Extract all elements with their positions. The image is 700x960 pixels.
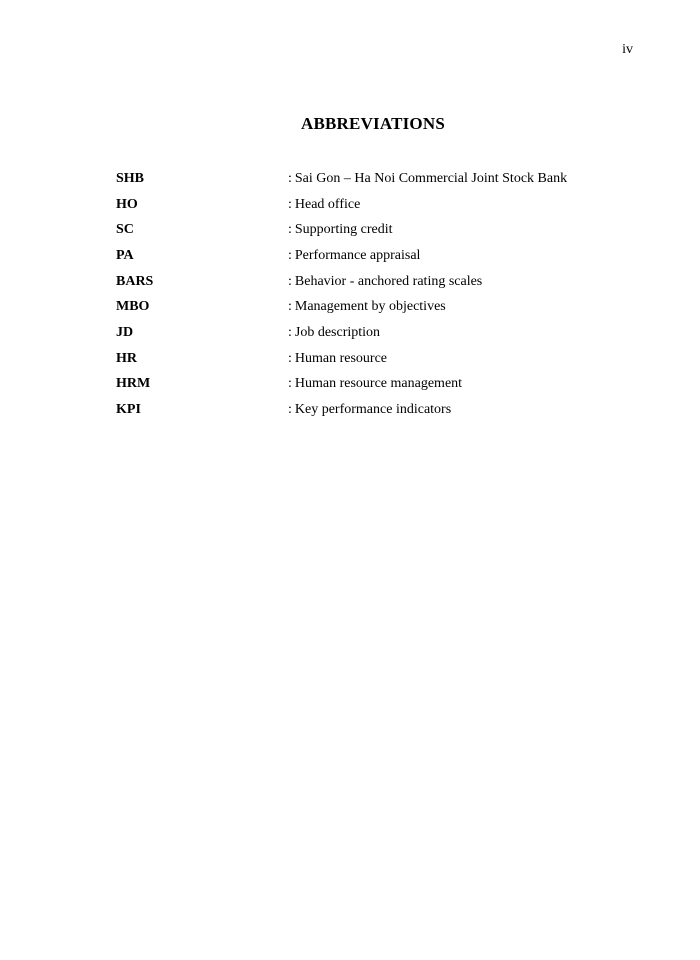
abbreviation-separator: : bbox=[288, 222, 292, 238]
abbreviation-definition: Human resource bbox=[294, 350, 388, 366]
abbreviation-separator: : bbox=[288, 402, 292, 418]
abbreviation-term: SC bbox=[116, 222, 134, 238]
abbreviation-row bbox=[116, 217, 636, 243]
abbreviation-definition: Supporting credit bbox=[294, 222, 393, 238]
abbreviation-separator: : bbox=[288, 350, 292, 366]
abbreviation-row bbox=[116, 320, 636, 346]
abbreviation-row bbox=[116, 294, 636, 320]
abbreviation-term: KPI bbox=[116, 402, 141, 418]
page-number: iv bbox=[622, 42, 633, 57]
abbreviation-definition: Behavior - anchored rating scales bbox=[294, 273, 483, 289]
abbreviation-row bbox=[116, 372, 636, 398]
abbreviation-separator: : bbox=[288, 247, 292, 263]
abbreviation-row bbox=[116, 269, 636, 295]
abbreviation-definition: Key performance indicators bbox=[294, 402, 452, 418]
abbreviation-separator: : bbox=[288, 376, 292, 392]
abbreviation-row bbox=[116, 243, 636, 269]
abbreviation-term: PA bbox=[116, 247, 134, 263]
abbreviation-definition: Performance appraisal bbox=[294, 247, 421, 263]
abbreviation-definition: Head office bbox=[294, 196, 361, 212]
abbreviation-definition: Job description bbox=[294, 324, 381, 340]
abbreviation-row bbox=[116, 166, 636, 192]
abbreviation-term: BARS bbox=[116, 273, 154, 289]
abbreviation-term: HRM bbox=[116, 376, 151, 392]
abbreviation-row bbox=[116, 192, 636, 218]
abbreviation-separator: : bbox=[288, 273, 292, 289]
page-title: ABBREVIATIONS bbox=[301, 114, 445, 133]
abbreviation-separator: : bbox=[288, 299, 292, 315]
abbreviation-separator: : bbox=[288, 324, 292, 340]
abbreviation-term: JD bbox=[116, 324, 134, 340]
abbreviation-separator: : bbox=[288, 170, 292, 186]
abbreviation-separator: : bbox=[288, 196, 292, 212]
abbreviation-row bbox=[116, 397, 636, 423]
abbreviation-term: HO bbox=[116, 196, 138, 212]
abbreviation-row bbox=[116, 346, 636, 372]
abbreviation-definition: Sai Gon – Ha Noi Commercial Joint Stock Bank bbox=[294, 170, 568, 186]
abbreviation-term: MBO bbox=[116, 299, 150, 315]
abbreviation-term: SHB bbox=[116, 170, 145, 186]
abbreviation-definition: Management by objectives bbox=[294, 299, 446, 315]
abbreviation-definition: Human resource management bbox=[294, 376, 463, 392]
abbreviation-list bbox=[116, 166, 636, 423]
abbreviation-term: HR bbox=[116, 350, 137, 366]
